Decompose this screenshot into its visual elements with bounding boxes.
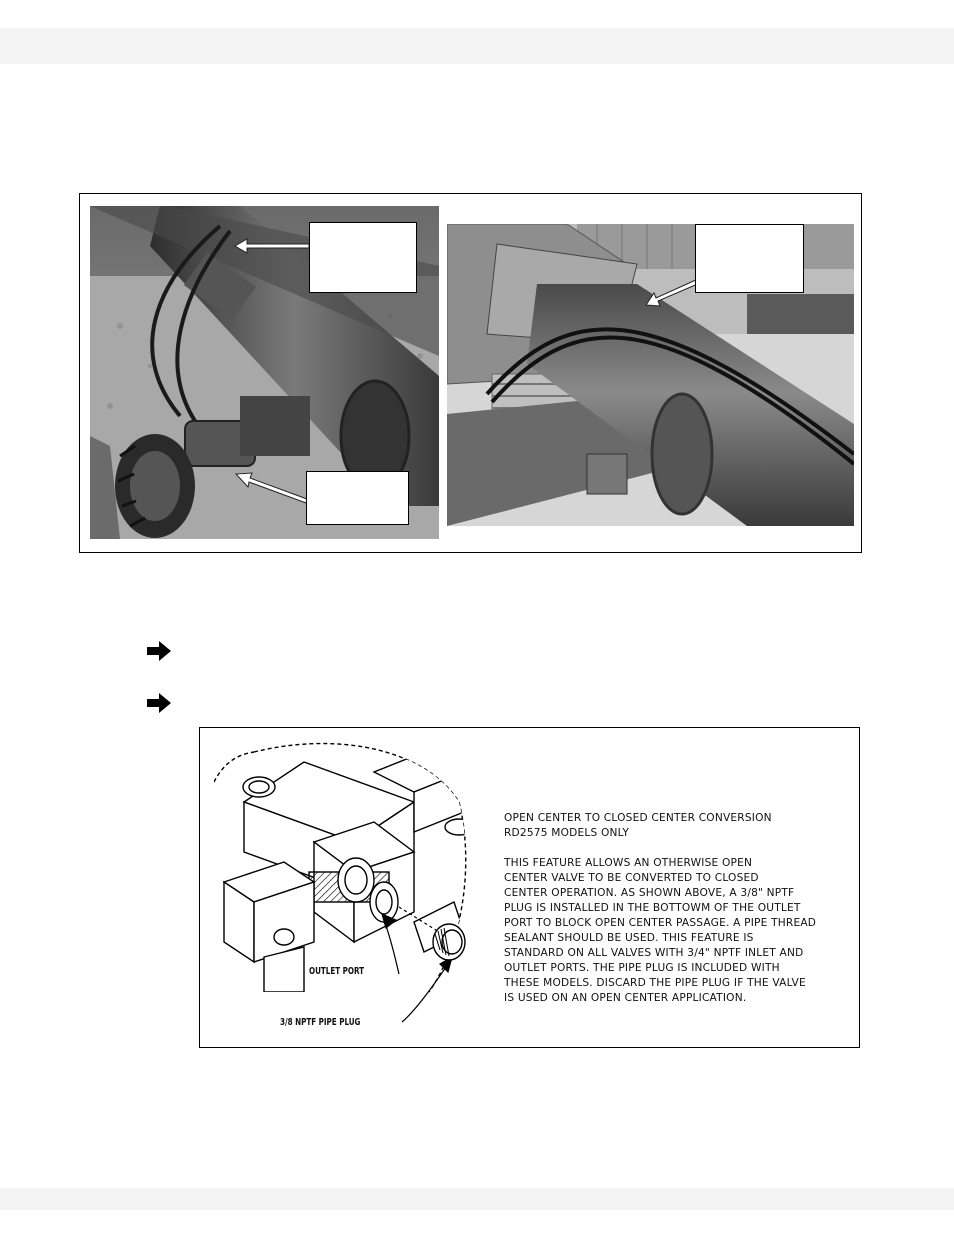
note-body-line: THIS FEATURE ALLOWS AN OTHERWISE OPEN <box>504 857 753 869</box>
note-body-line: STANDARD ON ALL VALVES WITH 3/4" NPTF INLET AND <box>504 947 804 959</box>
note-body-line: CENTER OPERATION. AS SHOWN ABOVE, A 3/8" NPTF <box>504 887 795 899</box>
callout-box-right <box>695 224 804 293</box>
callout-box-bottom-left <box>306 471 409 525</box>
note-body <box>504 856 852 1006</box>
note-body-line: PORT TO BLOCK OPEN CENTER PASSAGE. A PIPE THREAD <box>504 917 817 929</box>
note-body-line: OUTLET PORTS. THE PIPE PLUG IS INCLUDED WITH <box>504 962 780 974</box>
pipe-plug-label: 3/8 NPTF PIPE PLUG <box>280 1017 361 1028</box>
note-body-line: SEALANT SHOULD BE USED. THIS FEATURE IS <box>504 932 754 944</box>
note-body-line: PLUG IS INSTALLED IN THE BOTTOWM OF THE OUTLET <box>504 902 801 914</box>
header-band <box>0 28 954 64</box>
callout-box-top-left <box>309 222 417 293</box>
footer-band <box>0 1188 954 1210</box>
note-heading-line: RD2575 MODELS ONLY <box>504 827 629 839</box>
note-heading-line: OPEN CENTER TO CLOSED CENTER CONVERSION <box>504 812 772 824</box>
note-body-line: THESE MODELS. DISCARD THE PIPE PLUG IF THE VALVE <box>504 977 806 989</box>
outlet-port-label: OUTLET PORT <box>309 966 365 977</box>
note-body-line: CENTER VALVE TO BE CONVERTED TO CLOSED <box>504 872 759 884</box>
valve-cutaway-drawing <box>214 742 499 1042</box>
photo-figure <box>79 193 862 553</box>
right-arrow-icon <box>145 640 173 662</box>
note-heading <box>504 811 852 841</box>
conversion-note <box>504 811 852 1021</box>
right-arrow-icon <box>145 692 173 714</box>
note-body-line: IS USED ON AN OPEN CENTER APPLICATION. <box>504 992 747 1004</box>
valve-conversion-figure <box>199 727 860 1048</box>
